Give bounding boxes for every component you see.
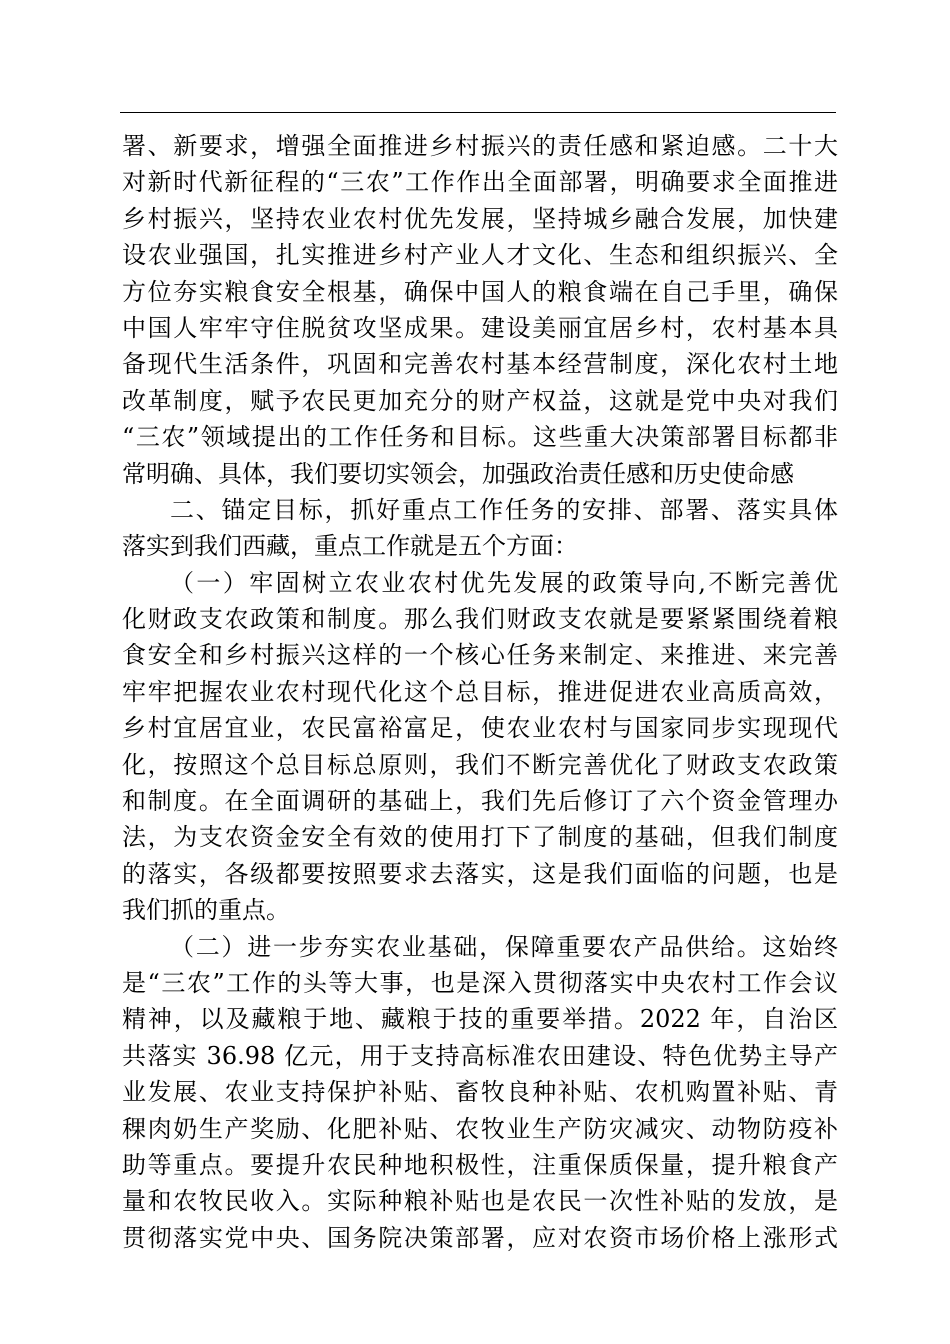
text-line: 署、新要求，增强全面推进乡村振兴的责任感和紧迫感。二十大 [122, 132, 838, 160]
text-line: 量和农牧民收入。实际种粮补贴也是农民一次性补贴的发放，是 [122, 1187, 838, 1216]
text-line: 乡村振兴，坚持农业农村优先发展，坚持城乡融合发展，加快建 [122, 204, 838, 233]
text-line: 和制度。在全面调研的基础上，我们先后修订了六个资金管理办 [122, 787, 838, 816]
text-line: 设农业强国，扎实推进乡村产业人才文化、生态和组织振兴、全 [122, 241, 838, 270]
text-line: （一）牢固树立农业农村优先发展的政策导向,不断完善优 [170, 568, 838, 597]
text-line: 共落实 36.98 亿元，用于支持高标准农田建设、特色优势主导产 [122, 1041, 838, 1070]
text-line: 常明确、具体，我们要切实领会，加强政治责任感和历史使命感 [122, 459, 794, 488]
text-line: 精神，以及藏粮于地、藏粮于技的重要举措。2022 年，自治区 [122, 1005, 838, 1034]
text-line: 我们抓的重点。 [122, 896, 290, 925]
text-line: 法，为支农资金安全有效的使用打下了制度的基础，但我们制度 [122, 823, 838, 852]
text-line: 方位夯实粮食安全根基，确保中国人的粮食端在自己手里，确保 [122, 277, 838, 306]
text-line: 改革制度，赋予农民更加充分的财产权益，这就是党中央对我们 [122, 386, 838, 415]
text-line: “三农”领域提出的工作任务和目标。这些重大决策部署目标都非 [122, 423, 838, 452]
paragraph-p3 [122, 565, 838, 929]
text-line: 稞肉奶生产奖励、化肥补贴、农牧业生产防灾减灾、动物防疫补 [122, 1114, 838, 1143]
body-text [122, 128, 838, 1256]
text-line: （二）进一步夯实农业基础，保障重要农产品供给。这始终 [170, 932, 838, 961]
text-line: 的落实，各级都要按照要求去落实，这是我们面临的问题，也是 [122, 859, 838, 888]
header-rule [120, 112, 836, 113]
text-line: 备现代生活条件，巩固和完善农村基本经营制度，深化农村土地 [122, 350, 838, 379]
text-line: 化财政支农政策和制度。那么我们财政支农就是要紧紧围绕着粮 [122, 605, 838, 634]
text-line: 食安全和乡村振兴这样的一个核心任务来制定、来推进、来完善 [122, 641, 838, 670]
paragraph-p4 [122, 929, 838, 1257]
text-line: 中国人牢牢守住脱贫攻坚成果。建设美丽宜居乡村，农村基本具 [122, 313, 838, 342]
text-line: 是“三农”工作的头等大事，也是深入贯彻落实中央农村工作会议 [122, 968, 838, 997]
text-line: 二、锚定目标，抓好重点工作任务的安排、部署、落实具体 [170, 495, 838, 524]
text-line: 乡村宜居宜业，农民富裕富足，使农业农村与国家同步实现现代 [122, 714, 838, 743]
paragraph-p1 [122, 128, 838, 492]
paragraph-p2 [122, 492, 838, 565]
text-line: 化，按照这个总目标总原则，我们不断完善优化了财政支农政策 [122, 750, 838, 779]
text-line: 业发展、农业支持保护补贴、畜牧良种补贴、农机购置补贴、青 [122, 1078, 838, 1107]
text-line: 对新时代新征程的“三农”工作作出全面部署，明确要求全面推进 [122, 168, 838, 197]
text-line: 助等重点。要提升农民种地积极性，注重保质保量，提升粮食产 [122, 1150, 838, 1179]
text-line: 落实到我们西藏，重点工作就是五个方面： [122, 532, 578, 561]
text-line: 牢牢把握农业农村现代化这个总目标，推进促进农业高质高效， [122, 677, 838, 706]
text-line: 贯彻落实党中央、国务院决策部署，应对农资市场价格上涨形式 [122, 1223, 838, 1252]
